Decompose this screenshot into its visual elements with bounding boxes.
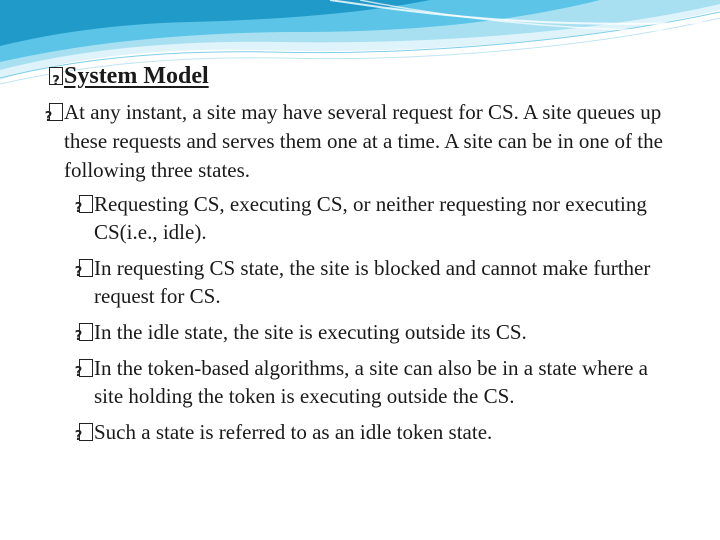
- slide-title: [49, 61, 209, 91]
- sub-bullet-text: In the token-based algorithms, a site can also be in a state where a site holding the token is executing outside the CS.: [94, 356, 648, 408]
- missing-glyph-icon: [79, 259, 93, 277]
- missing-glyph-icon: [79, 359, 93, 377]
- sub-bullet-item: [79, 254, 679, 310]
- sub-bullet-item: [79, 190, 679, 246]
- missing-glyph-icon: [79, 423, 93, 441]
- sub-bullet-text: Such a state is referred to as an idle token state.: [94, 420, 493, 444]
- missing-glyph-icon: [79, 195, 93, 213]
- sub-bullet-list: [79, 190, 679, 454]
- sub-bullet-text: In requesting CS state, the site is blocked and cannot make further request for CS.: [94, 256, 651, 308]
- intro-bullet-text: At any instant, a site may have several request for CS. A site queues up these requests and serves them one at a time. A site can be in one of the following three states.: [64, 100, 663, 182]
- slide-title-text: System Model: [64, 63, 209, 89]
- missing-glyph-icon: [49, 67, 63, 85]
- sub-bullet-item: [79, 318, 679, 346]
- sub-bullet-text: Requesting CS, executing CS, or neither requesting nor executing CS(i.e., idle).: [94, 192, 647, 244]
- missing-glyph-icon: [79, 323, 93, 341]
- sub-bullet-item: [79, 354, 679, 410]
- sub-bullet-item: [79, 418, 679, 446]
- sub-bullet-text: In the idle state, the site is executing outside its CS.: [94, 320, 527, 344]
- missing-glyph-icon: [49, 103, 63, 121]
- intro-bullet: [49, 98, 694, 185]
